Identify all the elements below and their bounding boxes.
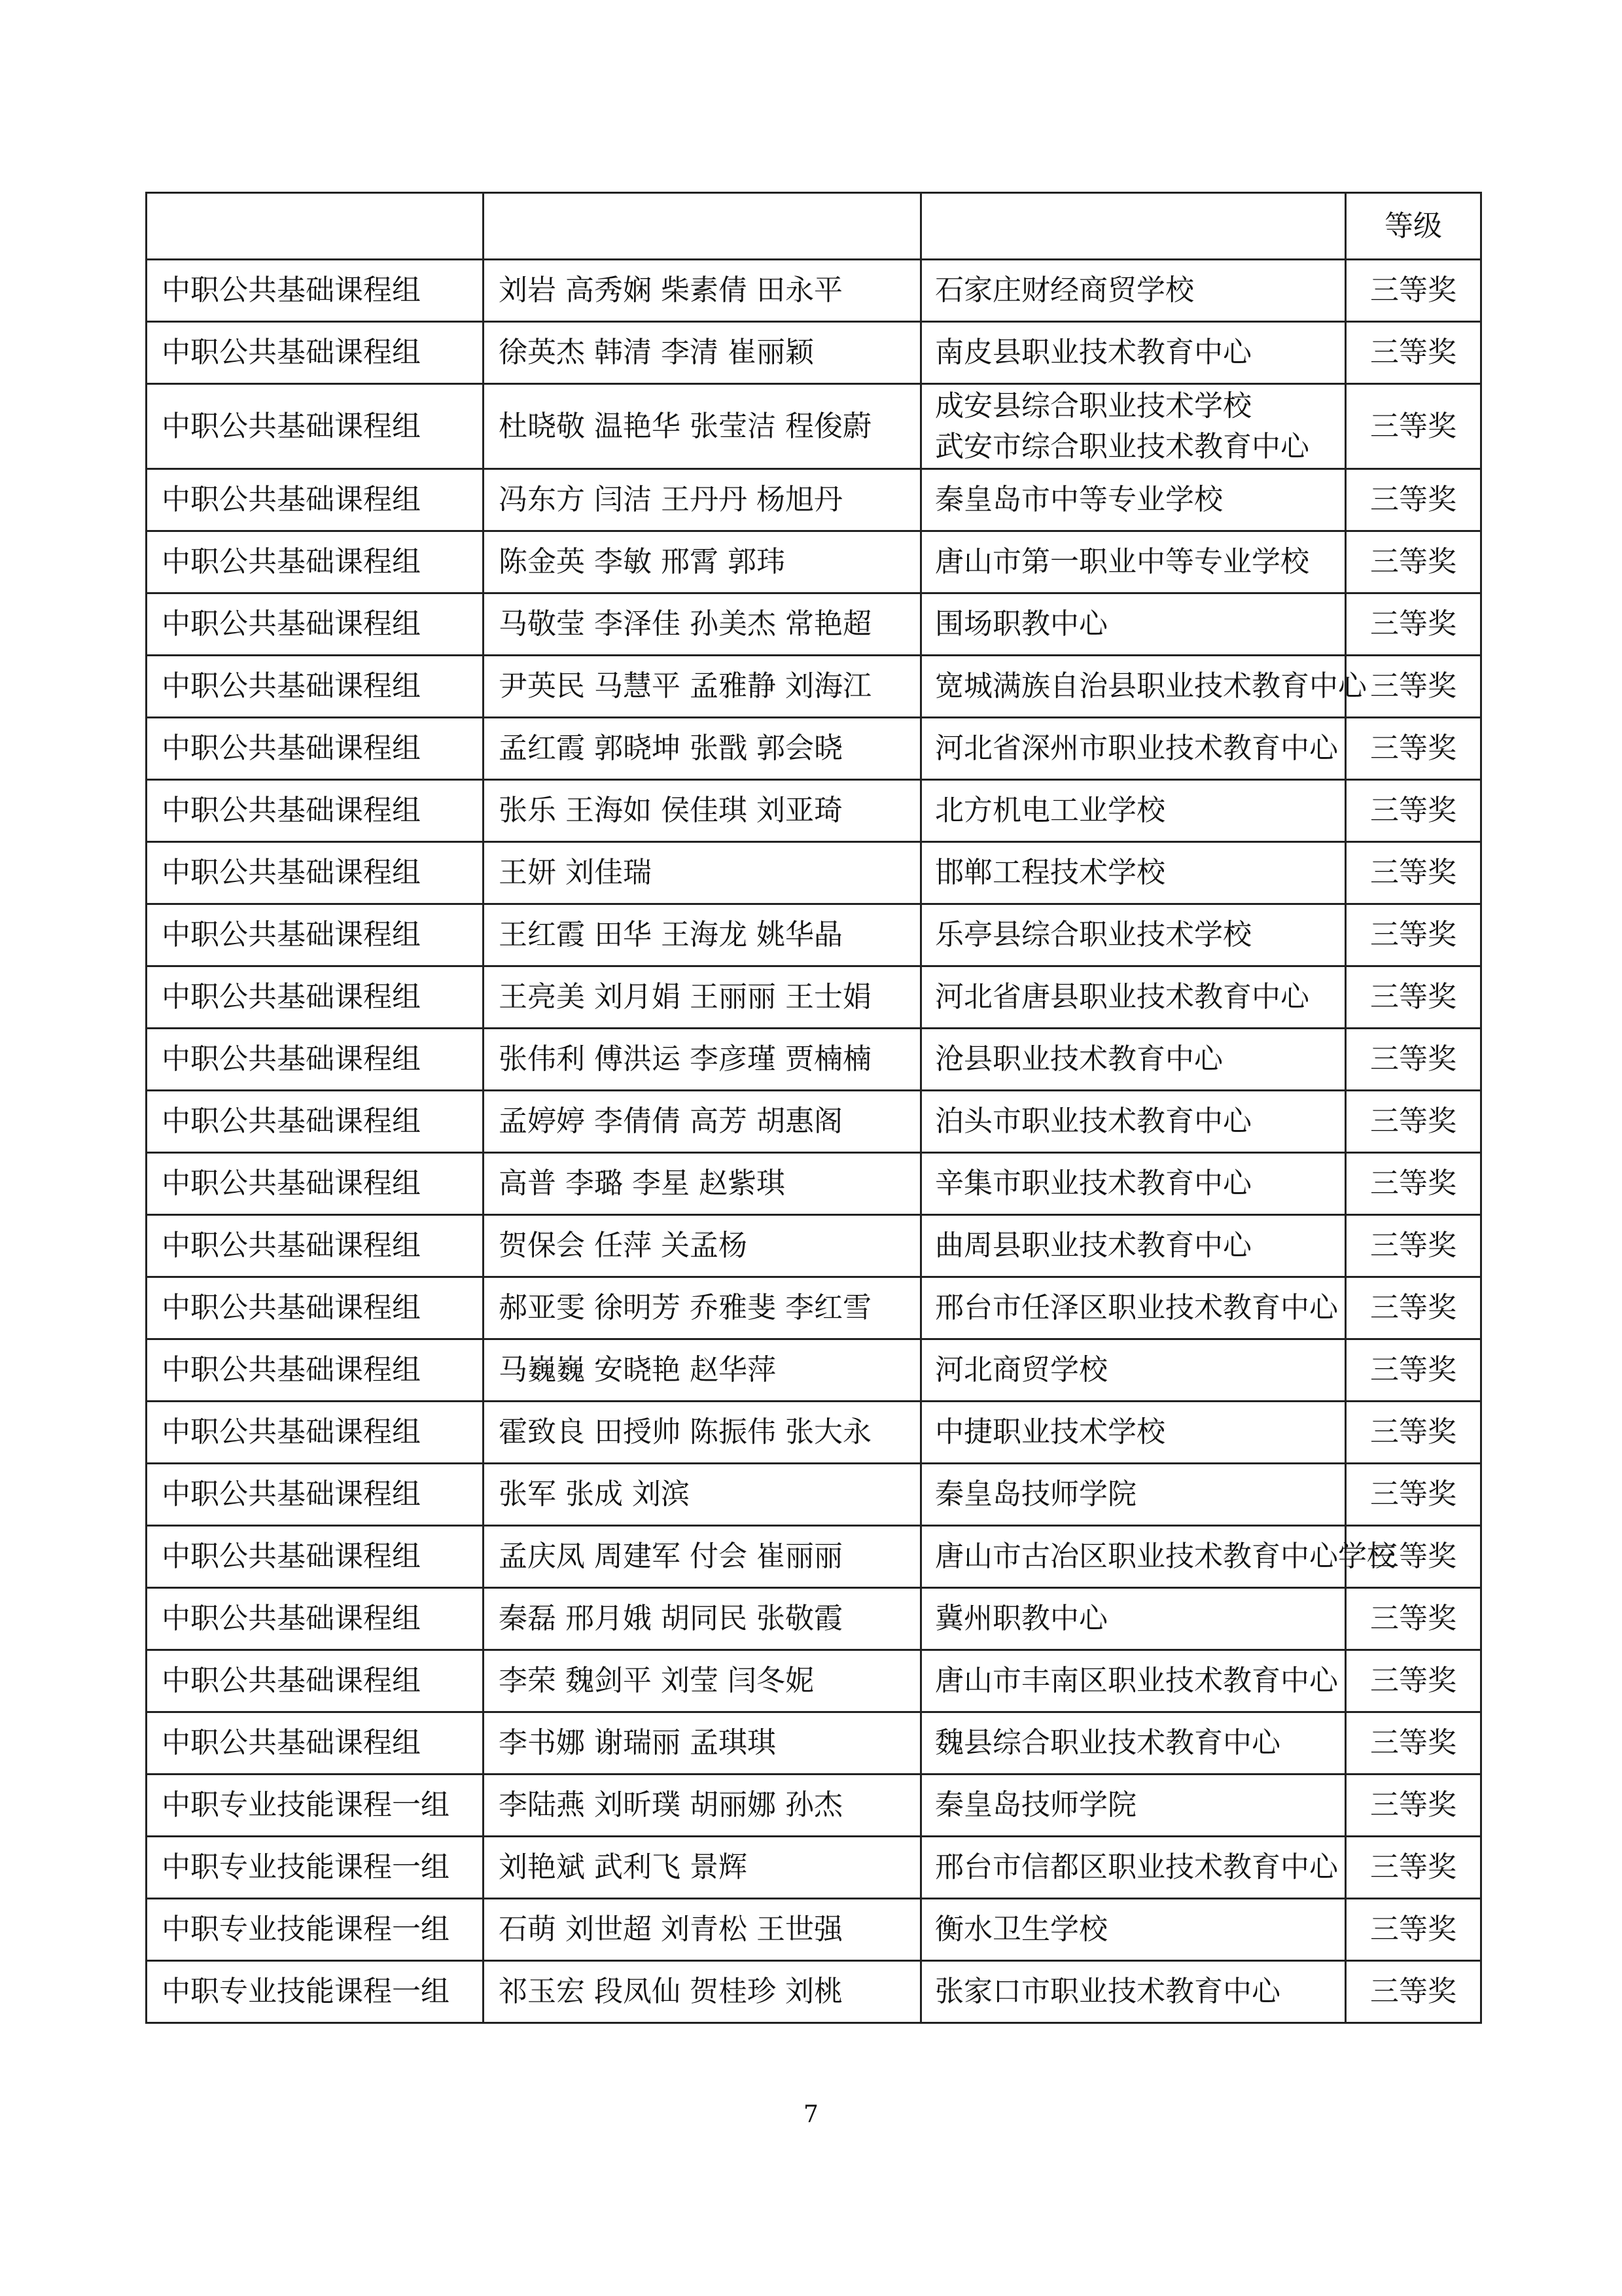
members-cell: 徐英杰 韩清 李清 崔丽颖	[484, 322, 921, 384]
group-cell: 中职公共基础课程组	[147, 656, 484, 718]
table-row	[147, 1526, 1481, 1588]
table-row	[147, 1775, 1481, 1837]
members-cell: 贺保会 任萍 关孟杨	[484, 1215, 921, 1277]
level-cell: 三等奖	[1346, 1837, 1481, 1899]
school-name: 邢台市信都区职业技术教育中心	[935, 1850, 1338, 1884]
table-row	[147, 322, 1481, 384]
level-cell: 三等奖	[1346, 1961, 1481, 2023]
level-cell: 三等奖	[1346, 1091, 1481, 1153]
members-cell: 陈金英 李敏 邢霄 郭玮	[484, 531, 921, 593]
school-cell	[921, 656, 1367, 718]
group-cell: 中职公共基础课程组	[147, 593, 484, 656]
group-cell: 中职公共基础课程组	[147, 1339, 484, 1402]
school-name: 唐山市古冶区职业技术教育中心学校	[935, 1540, 1396, 1573]
school-name: 成安县综合职业技术学校	[935, 389, 1252, 423]
school-cell	[921, 904, 1346, 966]
table-row	[147, 531, 1481, 593]
level-cell: 三等奖	[1346, 1712, 1481, 1775]
group-cell: 中职公共基础课程组	[147, 260, 484, 322]
school-name: 衡水卫生学校	[935, 1913, 1108, 1946]
table-row	[147, 384, 1481, 469]
level-cell: 三等奖	[1346, 1153, 1481, 1215]
level-cell: 三等奖	[1346, 1899, 1481, 1961]
school-cell	[921, 1899, 1346, 1961]
group-cell: 中职公共基础课程组	[147, 1029, 484, 1091]
group-cell: 中职专业技能课程一组	[147, 1961, 484, 2023]
members-cell: 冯东方 闫洁 王丹丹 杨旭丹	[484, 469, 921, 531]
members-cell: 马敬莹 李泽佳 孙美杰 常艳超	[484, 593, 921, 656]
school-name: 秦皇岛技师学院	[935, 1477, 1137, 1511]
members-cell: 郝亚雯 徐明芳 乔雅斐 李红雪	[484, 1277, 921, 1339]
members-cell: 张乐 王海如 侯佳琪 刘亚琦	[484, 780, 921, 842]
group-cell: 中职公共基础课程组	[147, 1402, 484, 1464]
level-cell: 三等奖	[1346, 842, 1481, 904]
table-row	[147, 966, 1481, 1029]
school-name: 围场职教中心	[935, 607, 1108, 641]
table-row	[147, 1712, 1481, 1775]
members-cell: 秦磊 邢月娥 胡同民 张敬霞	[484, 1588, 921, 1650]
header-group-cell	[147, 193, 484, 260]
level-cell: 三等奖	[1346, 1526, 1481, 1588]
members-cell: 尹英民 马慧平 孟雅静 刘海江	[484, 656, 921, 718]
school-cell	[921, 1091, 1346, 1153]
school-name: 沧县职业技术教育中心	[935, 1042, 1223, 1076]
school-name: 唐山市第一职业中等专业学校	[935, 545, 1309, 578]
table-row	[147, 842, 1481, 904]
school-cell	[921, 384, 1346, 469]
school-name: 辛集市职业技术教育中心	[935, 1167, 1252, 1200]
school-name: 河北省深州市职业技术教育中心	[935, 732, 1338, 765]
school-name: 秦皇岛技师学院	[935, 1788, 1137, 1822]
level-cell: 三等奖	[1346, 1029, 1481, 1091]
level-cell: 三等奖	[1346, 656, 1481, 718]
level-cell: 三等奖	[1346, 780, 1481, 842]
level-cell: 三等奖	[1346, 904, 1481, 966]
award-table	[145, 192, 1482, 2024]
level-cell: 三等奖	[1346, 260, 1481, 322]
group-cell: 中职公共基础课程组	[147, 780, 484, 842]
members-cell: 马巍巍 安晓艳 赵华萍	[484, 1339, 921, 1402]
table-row	[147, 1402, 1481, 1464]
school-cell	[921, 842, 1346, 904]
members-cell: 刘艳斌 武利飞 景辉	[484, 1837, 921, 1899]
group-cell: 中职公共基础课程组	[147, 1464, 484, 1526]
school-name: 河北商贸学校	[935, 1353, 1108, 1386]
level-cell: 三等奖	[1346, 1650, 1481, 1712]
members-cell: 李书娜 谢瑞丽 孟琪琪	[484, 1712, 921, 1775]
table-row	[147, 1464, 1481, 1526]
members-cell: 孟婷婷 李倩倩 高芳 胡惠阁	[484, 1091, 921, 1153]
school-cell	[921, 780, 1346, 842]
table-row	[147, 1961, 1481, 2023]
school-cell	[921, 1464, 1346, 1526]
school-name: 魏县综合职业技术教育中心	[935, 1726, 1280, 1759]
school-name: 中捷职业技术学校	[935, 1415, 1165, 1449]
table-row	[147, 469, 1481, 531]
school-name: 邯郸工程技术学校	[935, 856, 1165, 889]
group-cell: 中职公共基础课程组	[147, 531, 484, 593]
group-cell: 中职公共基础课程组	[147, 1091, 484, 1153]
school-cell	[921, 1588, 1346, 1650]
members-cell: 杜晓敬 温艳华 张莹洁 程俊蔚	[484, 384, 921, 469]
members-cell: 王亮美 刘月娟 王丽丽 王士娟	[484, 966, 921, 1029]
group-cell: 中职公共基础课程组	[147, 322, 484, 384]
level-cell: 三等奖	[1346, 1464, 1481, 1526]
school-name: 宽城满族自治县职业技术教育中心	[935, 669, 1367, 703]
members-cell: 王红霞 田华 王海龙 姚华晶	[484, 904, 921, 966]
award-table-body	[147, 193, 1481, 2023]
level-cell: 三等奖	[1346, 593, 1481, 656]
members-cell: 祁玉宏 段凤仙 贺桂珍 刘桃	[484, 1961, 921, 2023]
table-row	[147, 1029, 1481, 1091]
members-cell: 张伟利 傅洪运 李彦瑾 贾楠楠	[484, 1029, 921, 1091]
table-row	[147, 780, 1481, 842]
school-cell	[921, 1712, 1346, 1775]
school-name: 北方机电工业学校	[935, 794, 1165, 827]
level-cell: 三等奖	[1346, 1588, 1481, 1650]
school-name: 河北省唐县职业技术教育中心	[935, 980, 1309, 1014]
table-row	[147, 1899, 1481, 1961]
members-cell: 霍致良 田授帅 陈振伟 张大永	[484, 1402, 921, 1464]
school-cell	[921, 1775, 1346, 1837]
group-cell: 中职专业技能课程一组	[147, 1775, 484, 1837]
table-row	[147, 1588, 1481, 1650]
table-row	[147, 1153, 1481, 1215]
school-cell	[921, 1153, 1346, 1215]
table-row	[147, 904, 1481, 966]
group-cell: 中职公共基础课程组	[147, 469, 484, 531]
school-cell	[921, 1277, 1346, 1339]
school-name: 秦皇岛市中等专业学校	[935, 483, 1223, 516]
members-cell: 李荣 魏剑平 刘莹 闫冬妮	[484, 1650, 921, 1712]
table-row	[147, 1650, 1481, 1712]
group-cell: 中职公共基础课程组	[147, 1588, 484, 1650]
school-name: 乐亭县综合职业技术学校	[935, 918, 1252, 951]
school-cell	[921, 718, 1346, 780]
level-cell: 三等奖	[1346, 469, 1481, 531]
group-cell: 中职公共基础课程组	[147, 1526, 484, 1588]
school-name: 张家口市职业技术教育中心	[935, 1975, 1280, 2008]
school-cell	[921, 1526, 1396, 1588]
school-cell	[921, 593, 1346, 656]
group-cell: 中职公共基础课程组	[147, 966, 484, 1029]
group-cell: 中职专业技能课程一组	[147, 1899, 484, 1961]
table-row	[147, 1837, 1481, 1899]
level-cell: 三等奖	[1346, 322, 1481, 384]
group-cell: 中职公共基础课程组	[147, 384, 484, 469]
table-row	[147, 1091, 1481, 1153]
group-cell: 中职专业技能课程一组	[147, 1837, 484, 1899]
table-row	[147, 718, 1481, 780]
level-cell: 三等奖	[1346, 966, 1481, 1029]
level-cell: 三等奖	[1346, 1277, 1481, 1339]
school-cell	[921, 1215, 1346, 1277]
group-cell: 中职公共基础课程组	[147, 718, 484, 780]
group-cell: 中职公共基础课程组	[147, 1650, 484, 1712]
school-cell	[921, 260, 1346, 322]
school-cell	[921, 1650, 1346, 1712]
table-row	[147, 1215, 1481, 1277]
school-cell	[921, 469, 1346, 531]
table-row	[147, 1277, 1481, 1339]
members-cell: 高普 李璐 李星 赵紫琪	[484, 1153, 921, 1215]
group-cell: 中职公共基础课程组	[147, 842, 484, 904]
table-row	[147, 1339, 1481, 1402]
table-row	[147, 656, 1481, 718]
members-cell: 孟庆凤 周建军 付会 崔丽丽	[484, 1526, 921, 1588]
school-cell	[921, 322, 1346, 384]
group-cell: 中职公共基础课程组	[147, 904, 484, 966]
header-school-cell	[921, 193, 1346, 260]
school-cell	[921, 1029, 1346, 1091]
members-cell: 李陆燕 刘昕璞 胡丽娜 孙杰	[484, 1775, 921, 1837]
level-cell: 三等奖	[1346, 531, 1481, 593]
level-cell: 三等奖	[1346, 1339, 1481, 1402]
school-name: 武安市综合职业技术教育中心	[935, 429, 1309, 463]
level-cell: 三等奖	[1346, 384, 1481, 469]
table-header-row	[147, 193, 1481, 260]
members-cell: 张军 张成 刘滨	[484, 1464, 921, 1526]
school-cell	[921, 1402, 1346, 1464]
header-members-cell	[484, 193, 921, 260]
school-cell	[921, 966, 1346, 1029]
table-row	[147, 593, 1481, 656]
members-cell: 石萌 刘世超 刘青松 王世强	[484, 1899, 921, 1961]
school-name: 南皮县职业技术教育中心	[935, 336, 1252, 369]
school-cell	[921, 1339, 1346, 1402]
group-cell: 中职公共基础课程组	[147, 1712, 484, 1775]
level-cell: 三等奖	[1346, 1402, 1481, 1464]
members-cell: 刘岩 高秀娴 柴素倩 田永平	[484, 260, 921, 322]
school-name: 唐山市丰南区职业技术教育中心	[935, 1664, 1338, 1697]
group-cell: 中职公共基础课程组	[147, 1277, 484, 1339]
members-cell: 孟红霞 郭晓坤 张戬 郭会晓	[484, 718, 921, 780]
level-cell: 三等奖	[1346, 1775, 1481, 1837]
school-name: 泊头市职业技术教育中心	[935, 1104, 1252, 1138]
group-cell: 中职公共基础课程组	[147, 1215, 484, 1277]
school-name: 冀州职教中心	[935, 1602, 1108, 1635]
page-number: 7	[803, 2101, 819, 2128]
school-name: 曲周县职业技术教育中心	[935, 1229, 1252, 1262]
level-cell: 三等奖	[1346, 718, 1481, 780]
school-name: 石家庄财经商贸学校	[935, 274, 1194, 307]
school-name: 邢台市任泽区职业技术教育中心	[935, 1291, 1338, 1324]
table-row	[147, 260, 1481, 322]
level-cell: 三等奖	[1346, 1215, 1481, 1277]
school-cell	[921, 531, 1346, 593]
header-level-cell: 等级	[1346, 193, 1481, 260]
school-cell	[921, 1837, 1346, 1899]
group-cell: 中职公共基础课程组	[147, 1153, 484, 1215]
members-cell: 王妍 刘佳瑞	[484, 842, 921, 904]
school-cell	[921, 1961, 1346, 2023]
